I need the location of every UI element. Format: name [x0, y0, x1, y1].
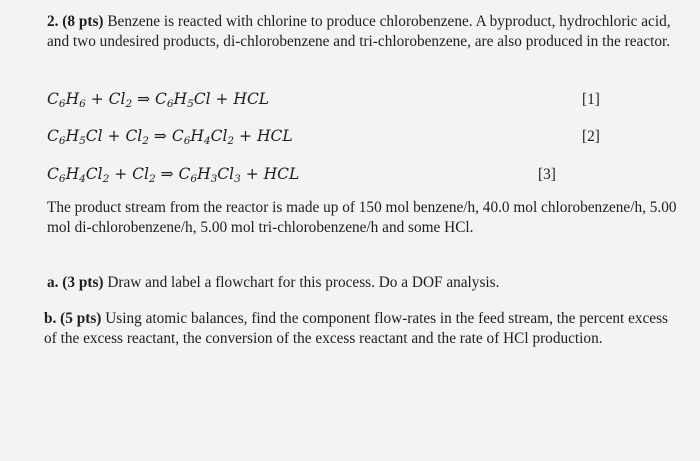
part-a-label: a. (3 pts) [47, 274, 104, 291]
problem-intro-text: Benzene is reacted with chlorine to produce chlorobenzene. A byproduct, hydrochloric acid, and two undesired products, di-chlorobenzene and tri-chlorobenzene, are also produced in the reactor. [47, 13, 671, 50]
equation-1-number: [1] [582, 91, 600, 108]
equation-2: $C_6H_5Cl + Cl_2$ ⇒ $C_6H_4Cl_2$ + HCL [47, 127, 293, 147]
equation-3: $C_6H_4Cl_2 + Cl_2$ ⇒ $C_6H_3Cl_3$ + HCL [47, 165, 300, 185]
part-b [44, 309, 679, 348]
problem-intro [47, 12, 677, 51]
problem-number: 2. (8 pts) [47, 13, 104, 30]
equation-1: $C_6H_6 + Cl_2$ ⇒ $C_6H_5Cl$ + HCL [47, 90, 270, 110]
part-a [47, 273, 677, 293]
part-a-text: Draw and label a flowchart for this process. Do a DOF analysis. [103, 274, 500, 291]
equation-3-number: [3] [538, 166, 556, 183]
part-b-text: Using atomic balances, find the component flow-rates in the feed stream, the percent excess of the excess reactant, the conversion of the excess reactant and the rate of HCl production. [44, 310, 669, 347]
product-stream-paragraph: The product stream from the reactor is made up of 150 mol benzene/h, 40.0 mol chlorobenzene/h, 5.00 mol di-chlorobenzene/h, 5.00 mol tri-chlorobenzene/h and some HCl. [47, 199, 677, 236]
part-b-label: b. (5 pts) [44, 310, 102, 327]
equation-2-number: [2] [582, 128, 600, 145]
